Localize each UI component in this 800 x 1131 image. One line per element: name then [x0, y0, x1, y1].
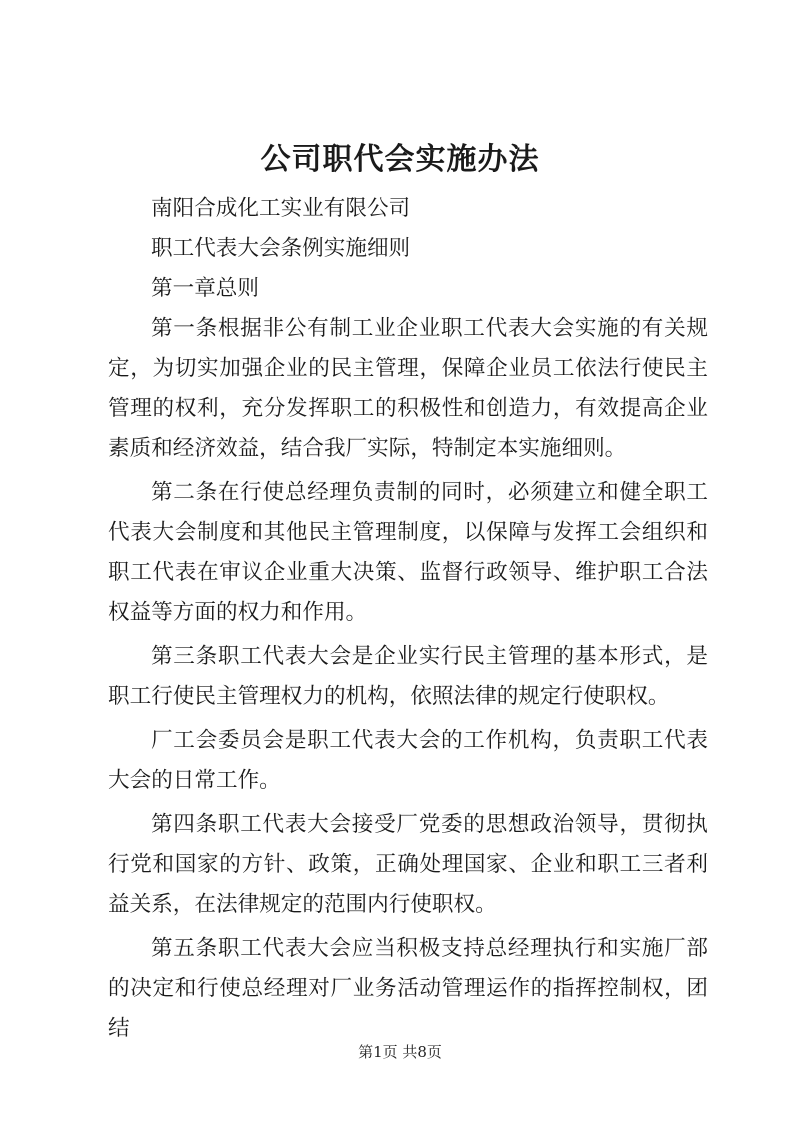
article-1-paragraph: 第一条根据非公有制工业企业职工代表大会实施的有关规定，为切实加强企业的民主管理，保障企业员工依法行使民主管理的权利，充分发挥职工的积极性和创造力，有效提高企业素质和经济效益，结合我厂实际，特制定本实施细则。 — [108, 316, 708, 461]
document-body — [108, 189, 708, 1049]
page-number-footer: 第1页 共8页 — [358, 1043, 442, 1061]
union-committee-paragraph: 厂工会委员会是职工代表大会的工作机构，负责职工代表大会的日常工作。 — [108, 728, 708, 793]
article-3-paragraph: 第三条职工代表大会是企业实行民主管理的基本形式，是职工行使民主管理权力的机构，依照法律的规定行使职权。 — [108, 644, 708, 709]
article-4-paragraph: 第四条职工代表大会接受厂党委的思想政治领导，贯彻执行党和国家的方针、政策，正确处理国家、企业和职工三者利益关系，在法律规定的范围内行使职权。 — [108, 812, 708, 917]
document-title: 公司职代会实施办法 — [260, 142, 540, 177]
article-2-paragraph: 第二条在行使总经理负责制的同时，必须建立和健全职工代表大会制度和其他民主管理制度，以保障与发挥工会组织和职工代表在审议企业重大决策、监督行政领导、维护职工合法权益等方面的权力和作用。 — [108, 480, 708, 625]
chapter-heading: 第一章总则 — [151, 276, 259, 301]
company-name-line: 南阳合成化工实业有限公司 — [151, 196, 411, 221]
article-5-paragraph: 第五条职工代表大会应当积极支持总经理执行和实施厂部的决定和行使总经理对厂业务活动管理运作的指挥控制权，团结 — [108, 936, 708, 1041]
document-subtitle-line: 职工代表大会条例实施细则 — [151, 236, 411, 261]
